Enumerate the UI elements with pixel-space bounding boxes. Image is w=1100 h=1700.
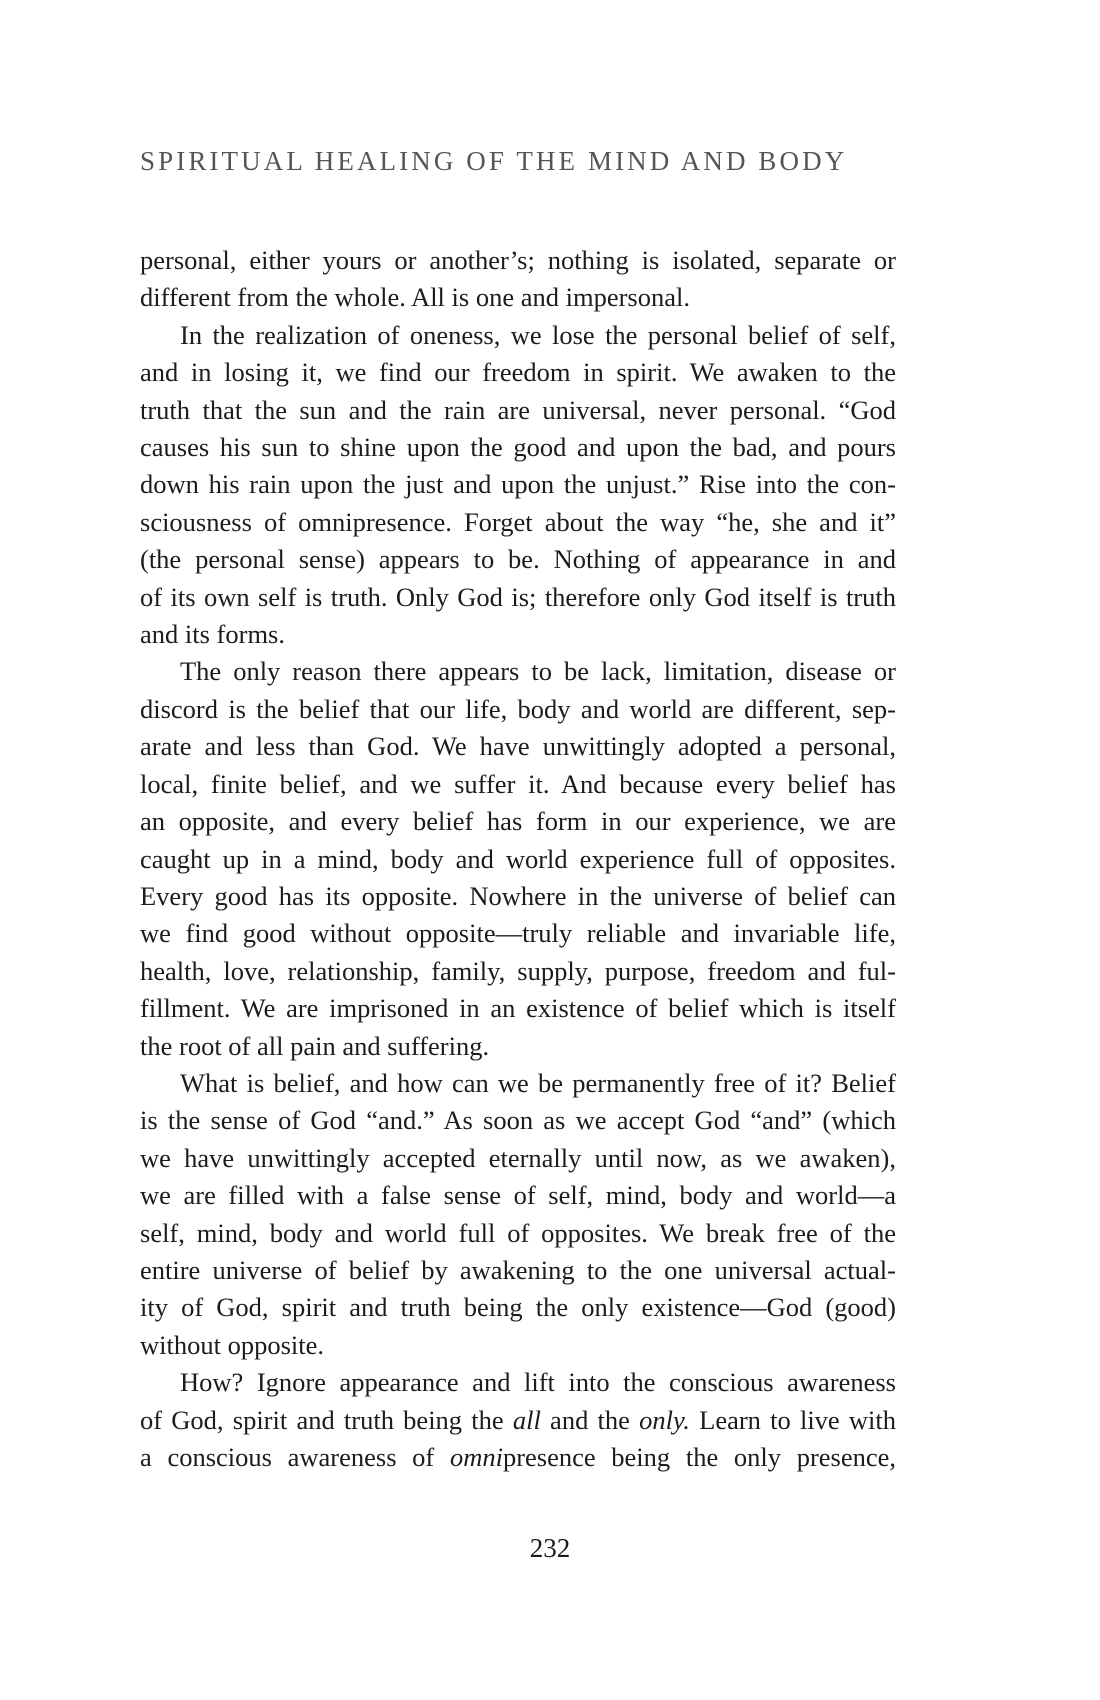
text-line: local, finite belief, and we suffer it. And because every belief has (140, 768, 896, 799)
text-line: and its forms. (140, 619, 285, 650)
text-line: we are filled with a false sense of self, mind, body and world—a (140, 1180, 896, 1211)
text-line: entire universe of belief by awakening to the one universal actual- (140, 1254, 896, 1285)
text-line: Every good has its opposite. Nowhere in the universe of belief can (140, 880, 896, 911)
text-run: a conscious awareness of (140, 1442, 450, 1472)
text-line: we find good without opposite—truly reliable and invariable life, (140, 918, 896, 949)
text-run: presence being the only presence, (502, 1442, 896, 1472)
text-line: sciousness of omnipresence. Forget about the way “he, she and it” (140, 506, 896, 537)
emphasis-omni: omni (449, 1442, 503, 1472)
text-line: causes his sun to shine upon the good and upon the bad, and pours (140, 432, 896, 463)
text-line: health, love, relationship, family, supply, purpose, freedom and ful- (140, 955, 896, 986)
text-line: (the personal sense) appears to be. Nothing of appearance in and (140, 544, 896, 575)
text-line: ity of God, spirit and truth being the only existence—God (good) (140, 1292, 896, 1323)
text-line (140, 1439, 896, 1476)
text-line (140, 1402, 896, 1439)
text-line: How? Ignore appearance and lift into the conscious awareness (180, 1367, 896, 1398)
text-line: What is belief, and how can we be permanently free of it? Belief (180, 1067, 896, 1098)
text-line: different from the whole. All is one and impersonal. (140, 282, 690, 313)
paragraph-2 (140, 317, 896, 654)
paragraph-4 (140, 1065, 896, 1364)
text-run: of God, spirit and truth being the (140, 1404, 513, 1435)
text-line: truth that the sun and the rain are universal, never personal. “God (140, 394, 896, 425)
text-run: and the (540, 1404, 640, 1435)
text-line: personal, either yours or another’s; nothing is isolated, separate or (140, 245, 896, 275)
text-line: caught up in a mind, body and world experience full of opposites. (140, 843, 896, 874)
text-line: down his rain upon the just and upon the unjust.” Rise into the con- (140, 469, 896, 500)
text-line: the root of all pain and suffering. (140, 1030, 490, 1061)
text-line: we have unwittingly accepted eternally until now, as we awaken), (140, 1142, 896, 1173)
text-line: of its own self is truth. Only God is; therefore only God itself is truth (140, 581, 896, 612)
text-line: arate and less than God. We have unwittingly adopted a personal, (140, 731, 896, 762)
emphasis-all: all (512, 1404, 541, 1435)
text-line: without opposite. (140, 1329, 325, 1360)
paragraph-3 (140, 653, 896, 1064)
text-line: an opposite, and every belief has form in our experience, we are (140, 806, 896, 837)
paragraph-1 (140, 242, 896, 317)
paragraph-5 (140, 1364, 896, 1476)
text-line: is the sense of God “and.” As soon as we accept God “and” (which (140, 1105, 896, 1136)
text-line: fillment. We are imprisoned in an existence of belief which is itself (140, 993, 896, 1024)
text-line: self, mind, body and world full of opposites. We break free of the (140, 1217, 896, 1248)
text-line: In the realization of oneness, we lose the personal belief of self, (180, 319, 896, 350)
body-text (140, 242, 896, 1476)
running-head: SPIRITUAL HEALING OF THE MIND AND BODY (140, 146, 848, 176)
text-run: Learn to live with (689, 1404, 897, 1435)
text-line: discord is the belief that our life, body and world are different, sep- (140, 693, 896, 724)
text-line: The only reason there appears to be lack, limitation, disease or (180, 656, 896, 687)
text-line: and in losing it, we find our freedom in spirit. We awaken to the (140, 357, 896, 388)
page-number: 232 (529, 1533, 571, 1563)
emphasis-only: only. (639, 1404, 690, 1435)
